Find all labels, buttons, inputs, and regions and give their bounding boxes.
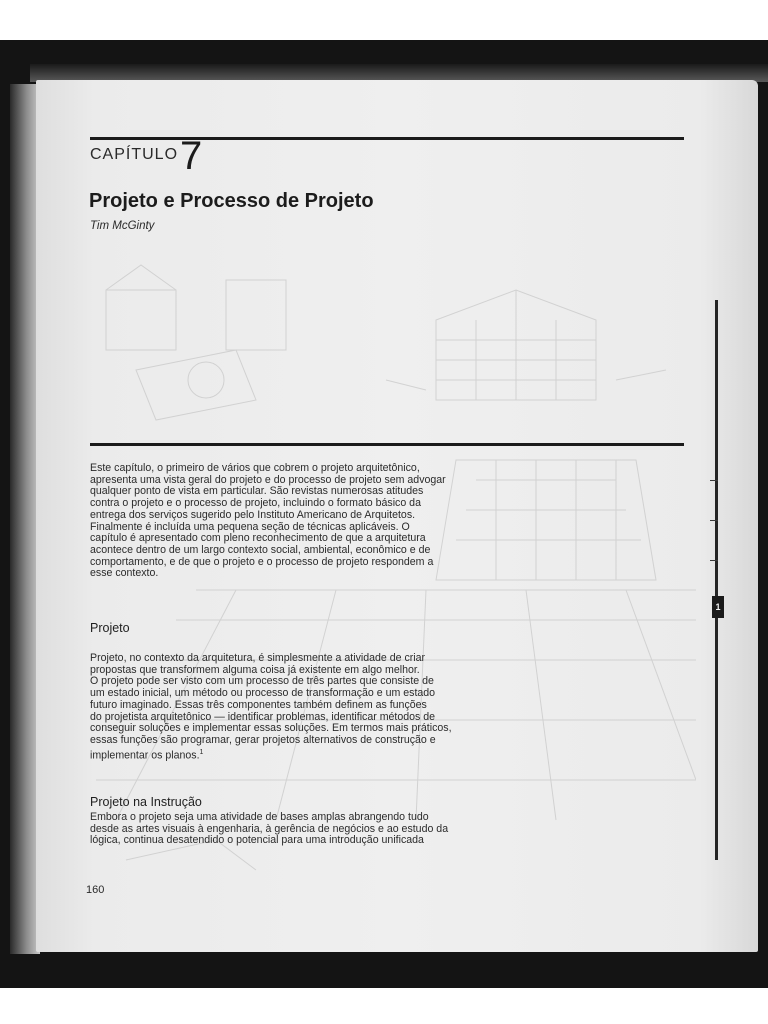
text-line	[90, 747, 490, 762]
text-line: futuro imaginado. Essas três componentes também definem as funções	[90, 698, 427, 711]
text-line: acontece dentro de um largo contexto social, ambiental, econômico e de	[90, 543, 431, 556]
text-line: um estado inicial, um método ou processo de transformação e um estado	[90, 687, 436, 700]
text-line: apresenta uma vista geral do projeto e do processo de projeto sem advogar	[90, 473, 446, 486]
text-line: lógica, continua desatendido o potencial para uma introdução unificada	[90, 834, 424, 847]
text-line: esse contexto.	[90, 567, 159, 580]
top-margin	[0, 0, 768, 40]
text-line: Finalmente é incluída uma pequena seção de técnicas aplicáveis. O	[90, 520, 410, 533]
text-line: entrega dos serviços sugerido pelo Instituto Americano de Arquitetos.	[90, 508, 416, 521]
text-line-content: implementar os planos.	[90, 749, 200, 762]
chapter-author: Tim McGinty	[90, 220, 155, 232]
thumb-index-tick	[710, 480, 718, 481]
text-line: qualquer ponto de vista em particular. São revistas numerosas atitudes	[90, 485, 424, 498]
text-line: contra o projeto e o processo de projeto, incluindo o formato básico da	[90, 497, 421, 510]
chapter-label: CAPÍTULO	[90, 146, 179, 163]
text-line: do projetista arquitetônico — identificar problemas, identificar métodos de	[90, 710, 436, 723]
text-line: capítulo é apresentado com pleno reconhecimento de que a arquitetura	[90, 532, 426, 545]
section-heading-projeto: Projeto	[90, 621, 130, 635]
text-line: conseguir soluções e implementar essas soluções. Em termos mais práticos,	[90, 722, 452, 735]
instrucao-paragraph	[90, 812, 490, 847]
text-line: comportamento, e de que o projeto e o processo de projeto respondem a	[90, 555, 434, 568]
section-heading-projeto-na-instrucao: Projeto na Instrução	[90, 795, 202, 809]
thumb-index-bar	[715, 300, 718, 860]
text-line: Este capítulo, o primeiro de vários que cobrem o projeto arquitetônico,	[90, 462, 420, 474]
text-line: essas funções são programar, gerar projetos alternativos de construção e	[90, 733, 436, 746]
footnote-marker: 1	[199, 748, 204, 756]
page-number: 160	[86, 884, 105, 896]
chapter-number: 7	[180, 134, 203, 178]
projeto-paragraph	[90, 653, 490, 762]
text-line: desde as artes visuais à engenharia, à gerência de negócios e ao estudo da	[90, 822, 449, 835]
thumb-index-tick	[710, 520, 718, 521]
text-line: O projeto pode ser visto com um processo de três partes que consiste de	[90, 675, 434, 688]
section-rule	[90, 443, 684, 446]
bottom-margin	[0, 988, 768, 1024]
text-line: propostas que transformem alguma coisa já existente em algo melhor.	[90, 663, 420, 676]
text-line: Embora o projeto seja uma atividade de bases amplas abrangendo tudo	[90, 811, 429, 823]
thumb-index-tab: 1	[712, 596, 724, 618]
chapter-title: Projeto e Processo de Projeto	[89, 190, 374, 212]
intro-paragraph	[90, 463, 490, 580]
thumb-index-tick	[710, 560, 718, 561]
text-line: Projeto, no contexto da arquitetura, é simplesmente a atividade de criar	[90, 652, 426, 664]
